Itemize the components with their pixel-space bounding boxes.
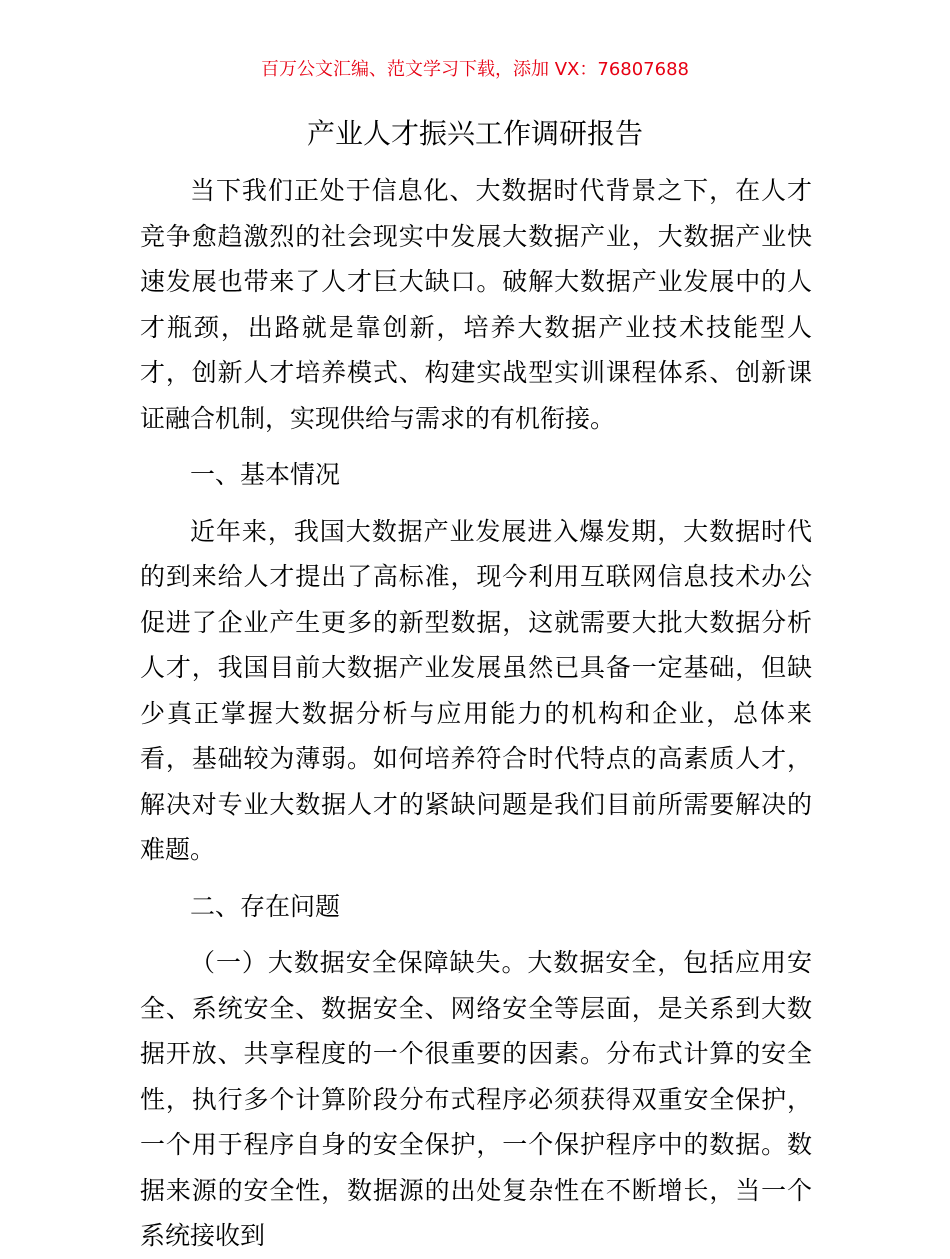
section-heading-basic-situation: 一、基本情况 bbox=[190, 460, 341, 489]
header-note: 百万公文汇编、范文学习下载，添加 VX：76807688 bbox=[261, 59, 689, 80]
section-heading-problems: 二、存在问题 bbox=[190, 891, 341, 921]
paragraph-problem-1: （一）大数据安全保障缺失。大数据安全，包括应用安全、系统安全、数据安全、网络安全等层面，是关系到大数据开放、共享程度的一个很重要的因素。分布式计算的安全性，执行多个计算阶段分布式程序必须获得双重安全保护，一个用于程序自身的安全保护，一个保护程序中的数据。数据来源的安全性，数据源的出处复杂性在不断增长，当一个系统接收到 bbox=[140, 948, 812, 1250]
document-body bbox=[140, 168, 812, 1259]
paragraph-intro: 当下我们正处于信息化、大数据时代背景之下，在人才竞争愈趋激烈的社会现实中发展大数据产业，大数据产业快速发展也带来了人才巨大缺口。破解大数据产业发展中的人才瓶颈，出路就是靠创新，培养大数据产业技术技能型人才，创新人才培养模式、构建实战型实训课程体系、创新课证融合机制，实现供给与需求的有机衔接。 bbox=[140, 176, 812, 433]
document-title: 产业人才振兴工作调研报告 bbox=[306, 117, 643, 150]
paragraph-basic-situation: 近年来，我国大数据产业发展进入爆发期，大数据时代的到来给人才提出了高标准，现今利用互联网信息技术办公促进了企业产生更多的新型数据，这就需要大批大数据分析人才，我国目前大数据产业发展虽然已具备一定基础，但缺少真正掌握大数据分析与应用能力的机构和企业，总体来看，基础较为薄弱。如何培养符合时代特点的高素质人才，解决对专业大数据人才的紧缺问题是我们目前所需要解决的难题。 bbox=[140, 516, 812, 864]
